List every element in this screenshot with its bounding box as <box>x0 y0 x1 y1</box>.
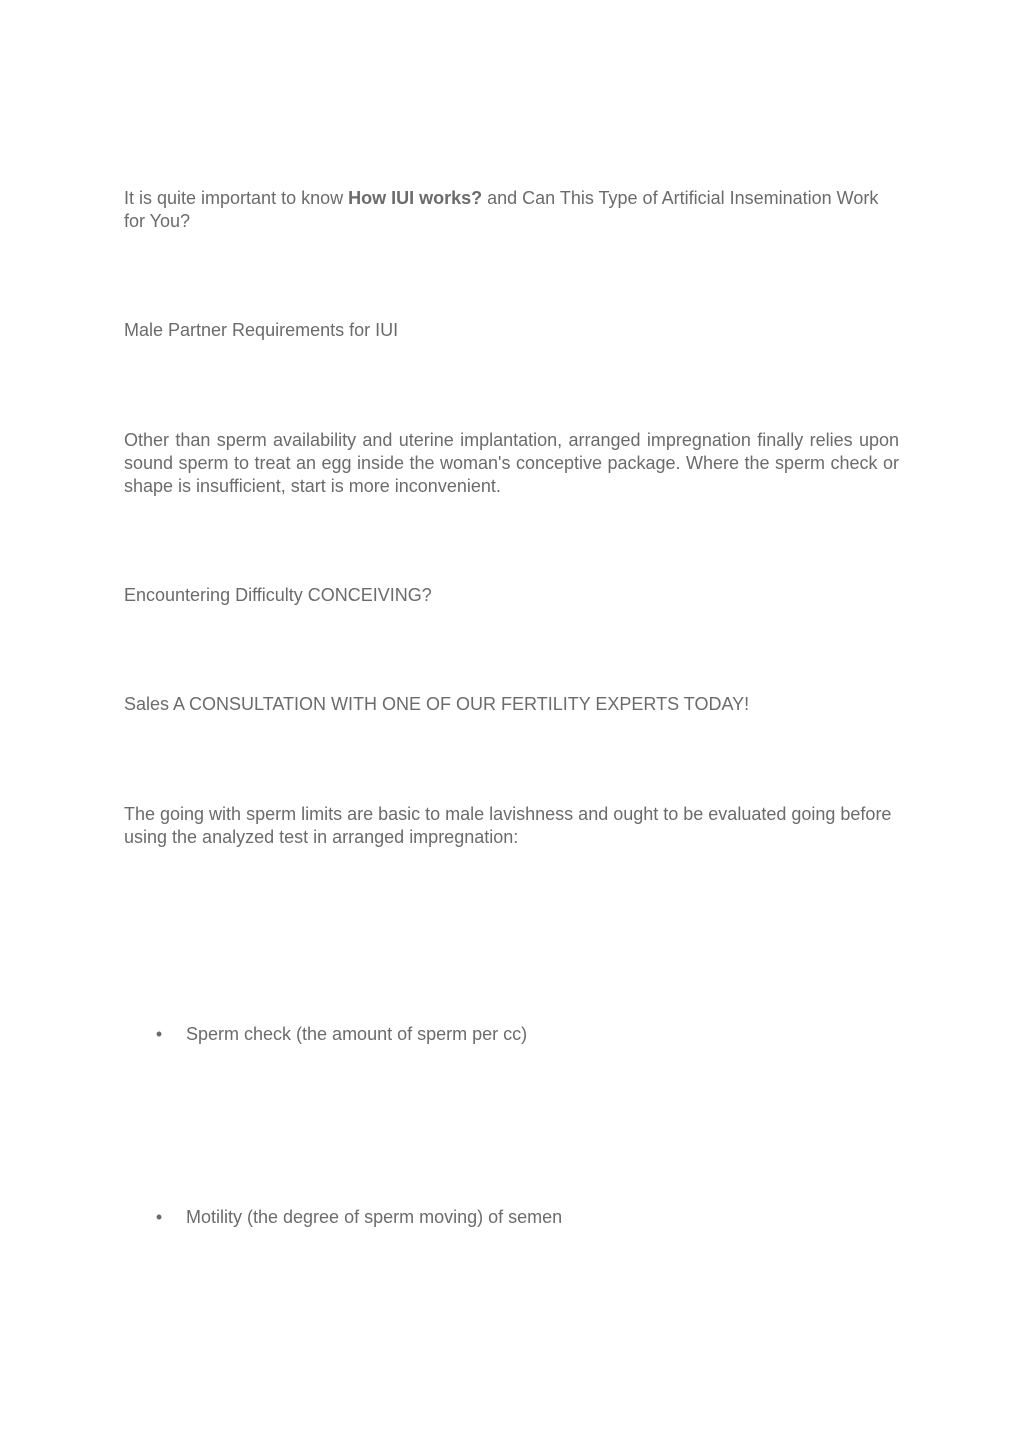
intro-lead-text: It is quite important to know <box>124 188 349 208</box>
intro-bold-question: How IUI works? <box>348 188 483 208</box>
intro-paragraph <box>124 187 899 233</box>
sperm-paragraph: Other than sperm availability and uterine implantation, arranged impregnation finally relies upon sound sperm to treat an egg inside the woman's conceptive package. Where the sperm check or shape is insufficient, start is more inconvenient. <box>124 430 899 496</box>
male-requirements-heading: Male Partner Requirements for IUI <box>124 320 399 340</box>
bullet-icon: • <box>155 1207 163 1227</box>
bullet-icon: • <box>155 1024 163 1044</box>
list-item-text: Sperm check (the amount of sperm per cc) <box>186 1024 528 1044</box>
list-item-text: Motility (the degree of sperm moving) of semen <box>186 1207 563 1227</box>
consultation-cta: Sales A CONSULTATION WITH ONE OF OUR FERTILITY EXPERTS TODAY! <box>124 694 750 714</box>
difficulty-heading: Encountering Difficulty CONCEIVING? <box>124 585 432 605</box>
sperm-limits-paragraph: The going with sperm limits are basic to male lavishness and ought to be evaluated going before using the analyzed test in arranged impregnation: <box>124 804 892 847</box>
intro-tail-text: and Can This Type of Artificial Insemination Work for You? <box>124 188 879 231</box>
